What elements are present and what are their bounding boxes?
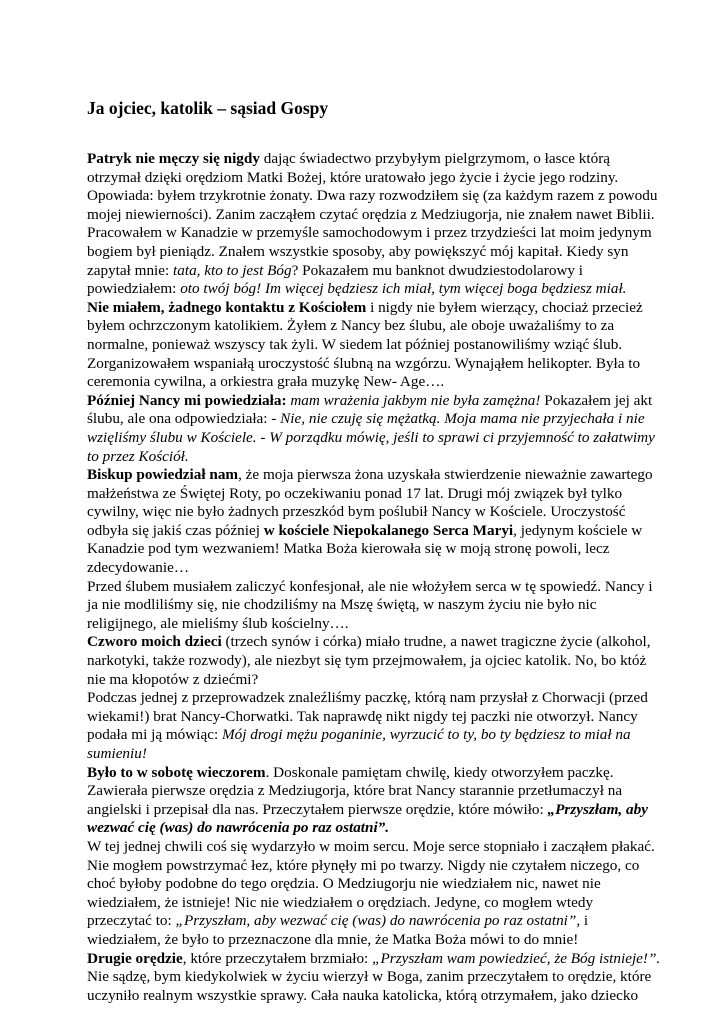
text-run: Opowiada: byłem trzykrotnie żonaty. Dwa razy rozwodziłem się (za każdym razem z powodu [87,187,658,205]
emphasized-text: w kościele Niepokalanego Serca Maryi [263,521,514,539]
text-line [87,280,647,299]
emphasized-text: to przez Kościół. [87,447,189,465]
text-run: zapytał mnie: [87,261,174,279]
text-run: W tej jednej chwili coś się wydarzyło w moim sercu. Moje serce stopniało i zacząłem płakać. [87,837,655,855]
text-run: Nie sądzę, bym kiedykolwiek w życiu wierzył w Boga, zanim przeczytałem to orędzie, które [87,968,652,986]
emphasized-text: Czworo moich dzieci [87,633,222,651]
text-run: angielski i przepisał dla nas. Przeczytałem pierwsze orędzie, które mówiło: [87,800,548,818]
text-line [87,317,647,336]
text-run: Zawierała pierwsze orędzia z Medziugorja, które brat Nancy starannie przetłumaczył na [87,782,623,800]
text-line [87,503,647,522]
emphasized-text: „Przyszłam wam powiedzieć, że Bóg istnieje!”. [372,949,661,967]
emphasized-text: Nie miałem, żadnego kontaktu z Kościołem [87,298,367,316]
text-run: Zorganizowałem wspaniałą uroczystość ślubną na wzgórzu. Wynająłem helikopter. Była to [87,354,641,372]
text-run: małżeństwa ze Świętej Roty, po oczekiwaniu ponad 17 lat. Drugi mój związek był tylko [87,484,623,502]
text-run: wiekami!) brat Nancy-Chorwatki. Tak naprawdę nikt nigdy tej paczki nie otworzył. Nancy [87,707,638,725]
text-run: nie ma kłopotów z dziećmi? [87,670,259,688]
text-run: Pokazałem jej akt [540,391,653,409]
text-line [87,949,661,969]
text-run: Pracowałem w Kanadzie w przemyśle samochodowym i przez trzydzieści lat moim jedynym [87,224,652,242]
text-run: i nigdy nie byłem wierzący, chociaż przecież [366,298,643,316]
text-run: bogiem był pieniądz. Znałem wszystkie sposoby, aby powiększyć mój kapitał. Kiedy syn [87,242,629,260]
text-line [87,428,655,448]
emphasized-text: Nie, nie czuję się mężatką. Moja mama nie przyjechała i nie [280,410,645,428]
text-line [87,745,647,764]
text-line [87,150,647,169]
text-line [87,410,647,429]
text-run: zdecydowanie… [87,559,190,577]
text-line [87,373,647,392]
text-line [87,652,647,671]
text-line [87,243,647,262]
text-run: mojej niewierności). Zanim zacząłem czytać orędzia z Medziugorja, nie znałem nawet Biblii. [87,205,655,223]
text-line [87,224,652,243]
text-run: podała mi ją mówiąc: [87,726,222,744]
emphasized-text: „Przyszłam, aby wezwać cię (was) do nawrócenia po raz ostatni”, [175,912,581,930]
document-body [87,150,661,1005]
text-run: Podczas jednej z przeprowadzek znaleźliśmy paczkę, którą nam przysłał z Chorwacji (przed [87,689,648,707]
text-run: ceremonia cywilna, a orkiestra grała muzykę New- Age…. [87,373,445,391]
text-line [87,689,647,708]
text-line [87,466,653,485]
text-run: otrzymał dzięki orędziom Matki Bożej, które uratowało jego życie i życie jego rodziny. [87,168,619,186]
text-line [87,671,647,690]
document-title: Ja ojciec, katolik – sąsiad Gospy [87,98,329,118]
text-line [87,968,652,987]
emphasized-text: sumieniu! [87,745,147,762]
text-run: normalne, ponieważ wszyscy tak żyli. W siedem lat później postanowiliśmy wziąć ślub. [87,335,623,353]
text-line [87,448,647,467]
text-line [87,187,658,206]
text-run: Nie mogłem powstrzymać łez, które płynęły mi po twarzy. Nigdy nie czytałem niczego, co [87,856,640,874]
text-run: ja nie modliliśmy się, nie chodziliśmy na Mszę świętą, w naszym życiu nie było nic [87,596,597,614]
text-run: narkotyki, także rozwody), ale niezbyt się tym przejmowałem, ja ojciec katolik. No, bo któż [87,652,647,670]
text-run: uczyniło realnym wszystkie sprawy. Cała nauka katolicka, którą otrzymałem, jako dziecko [87,986,639,1004]
text-run: , że moja pierwsza żona uzyskała stwierdzenie nieważnie zawartego [238,466,653,484]
text-run: ślubu, ale ona odpowiedziała: - [87,410,281,428]
text-run: Przed ślubem musiałem zaliczyć konfesjonał, ale nie włożyłem serca w tę spowiedź. Nancy i [87,577,653,595]
text-line [87,819,647,838]
text-line [87,615,647,634]
text-line [87,485,647,504]
text-line [87,875,647,894]
text-line [87,894,647,913]
text-run: odbyła się jakiś czas później [87,521,264,539]
text-run: religijnego, ale mieliśmy ślub kościelny…. [87,614,349,632]
text-line [87,596,647,615]
emphasized-text: Mój drogi mężu poganinie, wyrzucić to ty, bo ty będziesz to miał na [221,726,631,744]
text-run: , które przeczytałem brzmiało: [182,949,373,967]
text-run: ? Pokazałem mu banknot dwudziestodolarowy i [291,261,584,279]
text-line [87,912,647,931]
text-run: wiedziałem, że istnieje! Nic nie wiedziałem o orędziach. Jedyne, co mogłem wtedy [87,893,594,911]
text-line [87,987,647,1006]
text-run: , jedynym kościele w [513,521,643,539]
emphasized-text: Drugie orędzie [87,949,183,967]
text-line [87,522,647,541]
text-line [87,931,647,950]
emphasized-text: mam wrażenia jakbym nie była zamężna! [290,391,541,409]
text-run: wiedziałem, że było to przeznaczone dla mnie, że Matka Boża mówi to do mnie! [87,930,579,948]
text-line [87,540,647,559]
text-line [87,559,647,578]
text-line [87,708,647,727]
emphasized-text: tata, kto to jest Bóg [173,261,292,279]
emphasized-text: Patryk nie męczy się nigdy [87,150,260,167]
emphasized-text: Później Nancy mi powiedziała: [87,391,287,409]
text-line [87,726,647,745]
text-line [87,262,647,281]
text-line [87,169,647,188]
emphasized-text: Było to w sobotę wieczorem [87,763,266,781]
text-run: przeczytać to: [87,912,176,930]
text-line [87,764,647,783]
text-run: Kanadzie pod tym wezwaniem! Matka Boża kierowała się w moją stronę powoli, lecz [87,540,610,558]
text-run: choć byłoby podobne do tego orędzia. O Medziugorju nie wiedziałem nic, nawet nie [87,875,601,893]
emphasized-text: wezwać cię (was) do nawrócenia po raz ostatni”. [87,819,390,837]
text-line [87,299,647,318]
text-line [87,336,647,355]
text-line [87,391,653,411]
text-line [87,837,655,857]
text-run: dając świadectwo przybyłym pielgrzymom, o łasce którą [259,150,610,167]
text-run: powiedziałem: [87,280,181,298]
text-run: cywilny, więc nie było żadnych przeszkód bym poślubił Nancy w Kościele. Uroczystość [87,503,626,521]
text-line [87,782,647,801]
text-line [87,355,647,374]
text-line [87,857,647,876]
emphasized-text: oto twój bóg! Im więcej będziesz ich miał, tym więcej boga będziesz miał. [180,280,627,298]
text-line [87,205,655,225]
text-run: . Doskonale pamiętam chwilę, kiedy otworzyłem paczkę. [265,763,614,781]
text-line [87,801,647,820]
text-run: byłem ochrzczonym katolikiem. Żyłem z Nancy bez ślubu, ale oboje uważaliśmy to za [87,317,615,335]
text-line [87,577,653,597]
text-run: (trzech synów i córka) miało trudne, a nawet tragiczne życie (alkohol, [221,633,651,651]
emphasized-text: wzięliśmy ślubu w Kościele. - W porządku mówię, jeśli to sprawi ci przyjemność to załatwimy [87,428,655,446]
text-line [87,633,651,652]
emphasized-text: „Przyszłam, aby [547,800,648,818]
emphasized-text: Biskup powiedział nam [87,466,239,484]
text-run: i [580,912,589,930]
